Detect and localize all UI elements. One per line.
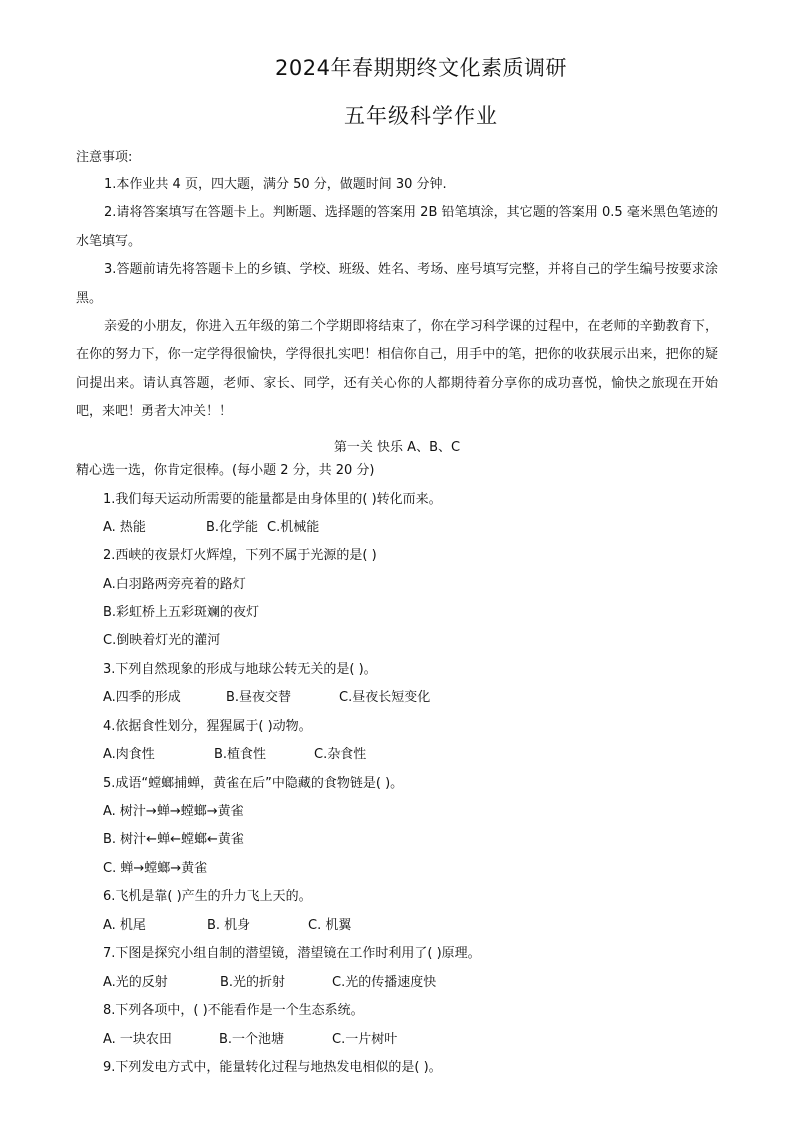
option: B. 树汁←蝉←螳螂←黄雀 [103,832,244,847]
question-stem: 6.飞机是靠( )产生的升力飞上天的。 [103,889,312,904]
option: C.倒映着灯光的灌河 [103,633,221,648]
question-stem: 8.下列各项中，( )不能看作是一个生态系统。 [103,1003,364,1018]
option: C. 蝉→螳螂→黄雀 [103,861,208,876]
option: B.化学能 [206,520,259,535]
notes-heading: 注意事项: [76,150,133,165]
option: B.一个池塘 [219,1032,285,1047]
option: A.白羽路两旁亮着的路灯 [103,577,246,592]
question-stem: 7.下图是探究小组自制的潜望镜，潜望镜在工作时利用了( )原理。 [103,946,481,961]
option: C.杂食性 [314,747,367,762]
question-stem: 3.下列自然现象的形成与地球公转无关的是( )。 [103,662,377,677]
note-item: 2.请将答案填写在答题卡上。判断题、选择题的答案用 2B 铅笔填涂，其它题的答案用 0.5 毫米黑色笔迹的水笔填写。 [76,205,718,249]
option: C.机械能 [267,520,320,535]
option: A. 树汁→蝉→螳螂→黄雀 [103,804,244,819]
exam-subtitle: 五年级科学作业 [344,104,498,128]
note-item: 1.本作业共 4 页，四大题，满分 50 分，做题时间 30 分钟. [104,177,447,192]
option: A. 机尾 [103,918,146,933]
note-item: 3.答题前请先将答题卡上的乡镇、学校、班级、姓名、考场、座号填写完整，并将自己的学生编号按要求涂黑。 [76,262,718,306]
option: A. 一块农田 [103,1032,172,1047]
option: A.肉食性 [103,747,155,762]
section-title: 第一关 快乐 A、B、C [333,440,461,455]
option: C.光的传播速度快 [332,975,437,990]
question-stem: 2.西峡的夜景灯火辉煌，下列不属于光源的是( ) [103,548,377,563]
question-stem: 1.我们每天运动所需要的能量都是由身体里的( )转化而来。 [103,492,442,507]
option: A.光的反射 [103,975,168,990]
option: B.植食性 [214,747,267,762]
question-stem: 4.依据食性划分，猩猩属于( )动物。 [103,719,312,734]
intro-paragraph: 亲爱的小朋友，你进入五年级的第二个学期即将结束了，你在学习科学课的过程中，在老师的辛勤教育下，在你的努力下，你一定学得很愉快，学得很扎实吧！相信你自己，用手中的笔，把你的收获展示出来，把你的疑问提出来。请认真答题，老师、家长、同学，还有关心你的人都期待着分享你的成功喜悦，愉快之旅现在开始吧，来吧！勇者大冲关！！ [76,319,718,420]
option: C. 机翼 [308,918,352,933]
notes-block [76,171,718,427]
option: C.昼夜长短变化 [339,690,431,705]
section-instruction: 精心选一选，你肯定很棒。(每小题 2 分，共 20 分) [76,463,375,478]
option: C.一片树叶 [332,1032,398,1047]
option: B.昼夜交替 [226,690,292,705]
option: A. 热能 [103,520,146,535]
option: B. 机身 [207,918,251,933]
option: B.彩虹桥上五彩斑斓的夜灯 [103,605,260,620]
exam-title: 2024年春期期终文化素质调研 [275,56,567,80]
question-stem: 5.成语“螳螂捕蝉，黄雀在后”中隐藏的食物链是( )。 [103,776,404,791]
question-stem: 9.下列发电方式中，能量转化过程与地热发电相似的是( )。 [103,1060,442,1075]
option: B.光的折射 [220,975,286,990]
option: A.四季的形成 [103,690,181,705]
